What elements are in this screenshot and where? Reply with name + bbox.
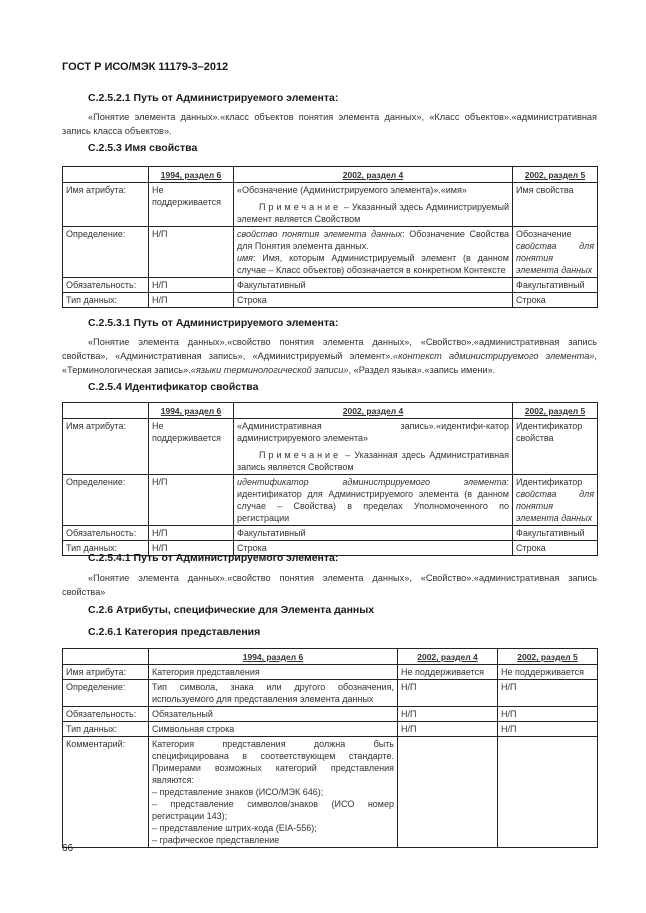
paragraph [66,681,145,693]
table-cell [149,526,234,541]
table-row [63,680,598,707]
section-heading-c253: С.2.5.3 Имя свойства [88,142,198,154]
attribute-label-cell [63,278,149,293]
attribute-label-cell [63,665,149,680]
table-cell [234,419,513,475]
text-segment: свойства для понятия элемента данных [516,241,594,275]
paragraph [516,420,594,444]
column-header: 2002, раздел 5 [513,167,598,183]
text-segment: Обязательность: [66,280,137,290]
table-header-row [63,403,598,419]
text-segment: Н/П [401,724,417,734]
column-header: 2002, раздел 4 [234,167,513,183]
table-cell [149,707,398,722]
table-row [63,278,598,293]
table-cell [398,737,498,848]
text-segment: Факультативный [237,528,306,538]
paragraph [401,666,494,678]
attribute-label-cell [63,722,149,737]
table-cell [498,737,598,848]
text-segment: Строка [237,295,267,305]
text-segment: «языки терминологической записи» [190,365,349,375]
paragraph [152,708,394,720]
text-segment: Н/П [152,295,168,305]
paragraph [237,476,509,524]
text-segment: Тип данных: [66,724,118,734]
attribute-label-cell [63,293,149,308]
path-paragraph [62,110,597,138]
table-cell [149,293,234,308]
paragraph [66,294,145,306]
paragraph [237,294,509,306]
paragraph [516,279,594,291]
table-cell [149,475,234,526]
attribute-label-cell [63,737,149,848]
table-cell [398,707,498,722]
text-segment: Обязательный [152,709,213,719]
table-cell [498,680,598,707]
document-title: ГОСТ Р ИСО/МЭК 11179-3–2012 [62,61,229,73]
paragraph [501,681,594,693]
table-row [63,722,598,737]
column-header: 1994, раздел 6 [149,649,398,665]
paragraph [501,723,594,735]
text-segment: Имя свойства [516,185,574,195]
table-cell [398,665,498,680]
text-segment: Обозначение [516,229,572,239]
property-identifier-table [62,402,598,556]
path-paragraph [62,571,597,599]
text-segment: Не поддерживается [501,667,585,677]
text-segment: Имя атрибута: [66,421,126,431]
attribute-label-cell [63,680,149,707]
paragraph [66,708,145,720]
attribute-label-cell [63,227,149,278]
paragraph [152,798,394,822]
text-segment: Н/П [401,682,417,692]
text-segment: Категория представления [152,667,260,677]
text-segment: Примечание [259,450,342,460]
paragraph [66,738,145,750]
table-cell [513,278,598,293]
paragraph [237,228,509,252]
text-segment: , «Терминологическая запись». [62,351,597,375]
text-segment: Н/П [401,709,417,719]
attribute-label-cell [63,419,149,475]
paragraph [66,527,145,539]
text-segment: Строка [516,543,546,553]
text-segment: Обязательность: [66,709,137,719]
table-row [63,526,598,541]
text-segment: Не поддерживается [152,185,222,207]
column-header: 2002, раздел 4 [398,649,498,665]
text-segment: «Понятие элемента данных».«свойство понятия элемента данных», «Свойство».«административная запись свойства», «Административная запись», «Администрируемый элемент». [62,337,597,361]
column-header: 2002, раздел 5 [498,649,598,665]
text-segment: имя [237,253,253,263]
text-segment: «Понятие элемента данных».«класс объектов понятия элемента данных», «Класс объектов».«административная запись класса объектов». [62,112,597,136]
paragraph [501,708,594,720]
table-cell [513,419,598,475]
text-segment: Не поддерживается [152,421,222,443]
text-segment: Н/П [152,543,168,553]
paragraph [152,527,230,539]
text-segment: Факультативный [516,528,585,538]
paragraph [66,476,145,488]
table-cell [149,278,234,293]
note-paragraph [237,449,509,473]
paragraph [66,723,145,735]
table-cell [498,665,598,680]
paragraph [516,476,594,524]
text-segment: Н/П [501,709,517,719]
text-segment: Тип данных: [66,295,118,305]
paragraph [237,252,509,276]
column-header: 2002, раздел 5 [513,403,598,419]
section-heading-c2541: С.2.5.4.1 Путь от Администрируемого элемента: [88,552,339,564]
paragraph [152,723,394,735]
table-row [63,227,598,278]
table-cell [498,722,598,737]
table-cell [149,665,398,680]
text-segment: – представление знаков (ИСО/МЭК 646); [152,787,324,797]
paragraph [152,279,230,291]
paragraph [152,822,394,834]
table-cell [149,680,398,707]
text-segment: Н/П [501,682,517,692]
column-header [63,403,149,419]
paragraph [152,786,394,798]
table-cell [149,227,234,278]
paragraph [152,834,394,846]
table-row [63,665,598,680]
text-segment: свойство понятия элемента данных [237,229,403,239]
text-segment: : идентификатор для Администрируемого элемента (в данном случае – Свойства) в пределах Уполномоченного по регистрации [237,477,509,523]
table-cell [398,680,498,707]
paragraph [237,184,509,196]
column-header [63,167,149,183]
paragraph [152,228,230,240]
table-row [63,183,598,227]
text-segment: Комментарий: [66,739,126,749]
paragraph [152,294,230,306]
table-cell [234,293,513,308]
text-segment: Н/П [152,477,168,487]
text-segment: «контекст администрируемого элемента» [392,351,595,361]
table-cell [149,183,234,227]
paragraph [401,723,494,735]
column-header [63,649,149,665]
paragraph [401,681,494,693]
table-cell [234,227,513,278]
text-segment: – представление символов/знаков (ИСО номер регистрации 143); [152,799,394,821]
paragraph [66,228,145,240]
text-segment: , «Раздел языка».«запись имени». [348,365,496,375]
text-segment: Факультативный [516,280,585,290]
text-segment: Тип символа, знака или другого обозначения, используемого для представления элемента данных [152,682,394,704]
paragraph [516,527,594,539]
text-segment: Факультативный [237,280,306,290]
text-segment: «Обозначение (Администрируемого элемента)».«имя» [237,185,467,195]
text-segment: Н/П [152,229,168,239]
paragraph [66,279,145,291]
paragraph [516,228,594,276]
table-cell [498,707,598,722]
text-segment: «Понятие элемента данных».«свойство понятия элемента данных», «Свойство».«административная запись свойства» [62,573,597,597]
section-heading-c261: С.2.6.1 Категория представления [88,626,261,638]
table-cell [149,419,234,475]
text-segment: – Указанная здесь Административная запись является Свойством [237,450,509,472]
paragraph [152,420,230,444]
table-row [63,475,598,526]
paragraph [401,708,494,720]
table-cell [234,526,513,541]
representation-category-table [62,648,598,848]
text-segment: – Указанный здесь Администрируемый элемент является Свойством [237,202,509,224]
text-segment: Тип данных: [66,543,118,553]
text-segment: Строка [516,295,546,305]
paragraph [516,184,594,196]
table-header-row [63,167,598,183]
text-segment: Определение: [66,682,126,692]
paragraph [501,666,594,678]
column-header: 1994, раздел 6 [149,167,234,183]
paragraph [237,279,509,291]
attribute-label-cell [63,475,149,526]
text-segment: Имя атрибута: [66,667,126,677]
table-row [63,419,598,475]
text-segment: Н/П [152,528,168,538]
paragraph [237,527,509,539]
paragraph [516,542,594,554]
text-segment: Примечание [259,202,342,212]
paragraph [66,420,145,432]
table-cell [234,183,513,227]
text-segment: Не поддерживается [401,667,485,677]
table-cell [149,722,398,737]
text-segment: свойства для понятия элемента данных [516,489,594,523]
table-row [63,737,598,848]
section-heading-c26: С.2.6 Атрибуты, специфические для Элемента данных [88,604,375,616]
paragraph [152,738,394,786]
paragraph [152,184,230,208]
section-heading-c254: С.2.5.4 Идентификатор свойства [88,381,259,393]
text-segment: Определение: [66,477,126,487]
table-cell [513,526,598,541]
table-cell [513,475,598,526]
note-paragraph [237,201,509,225]
table-cell [234,475,513,526]
text-segment: Обязательность: [66,528,137,538]
paragraph [152,666,394,678]
table-cell [398,722,498,737]
paragraph [66,184,145,196]
table-cell [513,183,598,227]
column-header: 1994, раздел 6 [149,403,234,419]
section-heading-c2531: С.2.5.3.1 Путь от Администрируемого элемента: [88,317,339,329]
table-header-row [63,649,598,665]
attribute-label-cell [63,183,149,227]
attribute-label-cell [63,707,149,722]
text-segment: – графическое представление [152,835,280,845]
attribute-label-cell [63,526,149,541]
paragraph [516,294,594,306]
table-cell [513,541,598,556]
text-segment: Определение: [66,229,126,239]
text-segment: Н/П [501,724,517,734]
text-segment: Строка [237,543,267,553]
text-segment: «Административная запись».«идентифи-катор администрируемого элемента» [237,421,509,443]
page-number: 66 [62,843,74,854]
table-cell [513,293,598,308]
text-segment: Символьная строка [152,724,235,734]
table-row [63,293,598,308]
paragraph [152,681,394,705]
paragraph [66,666,145,678]
text-segment: Имя атрибута: [66,185,126,195]
table-cell [149,737,398,848]
property-name-table [62,166,598,308]
text-segment: – представление штрих-кода (EIA-556); [152,823,317,833]
text-segment: : Имя, которым Администрируемый элемент (в данном случае – Класс объектов) обозначается в конкретном Контексте [237,253,509,275]
table-cell [234,278,513,293]
text-segment: Идентификатор [516,477,583,487]
text-segment: Категория представления должна быть специфицирована в соответствующем стандарте. Примерами возможных категорий представления являются: [152,739,394,785]
column-header: 2002, раздел 4 [234,403,513,419]
text-segment: Идентификатор свойства [516,421,583,443]
path-paragraph [62,335,597,377]
paragraph [237,420,509,444]
table-cell [513,227,598,278]
text-segment: : Обозначение Свойства для Понятия элемента данных. [237,229,509,251]
paragraph [152,476,230,488]
table-row [63,707,598,722]
text-segment: Н/П [152,280,168,290]
section-heading-c2521: С.2.5.2.1 Путь от Администрируемого элемента: [88,92,339,104]
text-segment: идентификатор администрируемого элемента [237,477,507,487]
